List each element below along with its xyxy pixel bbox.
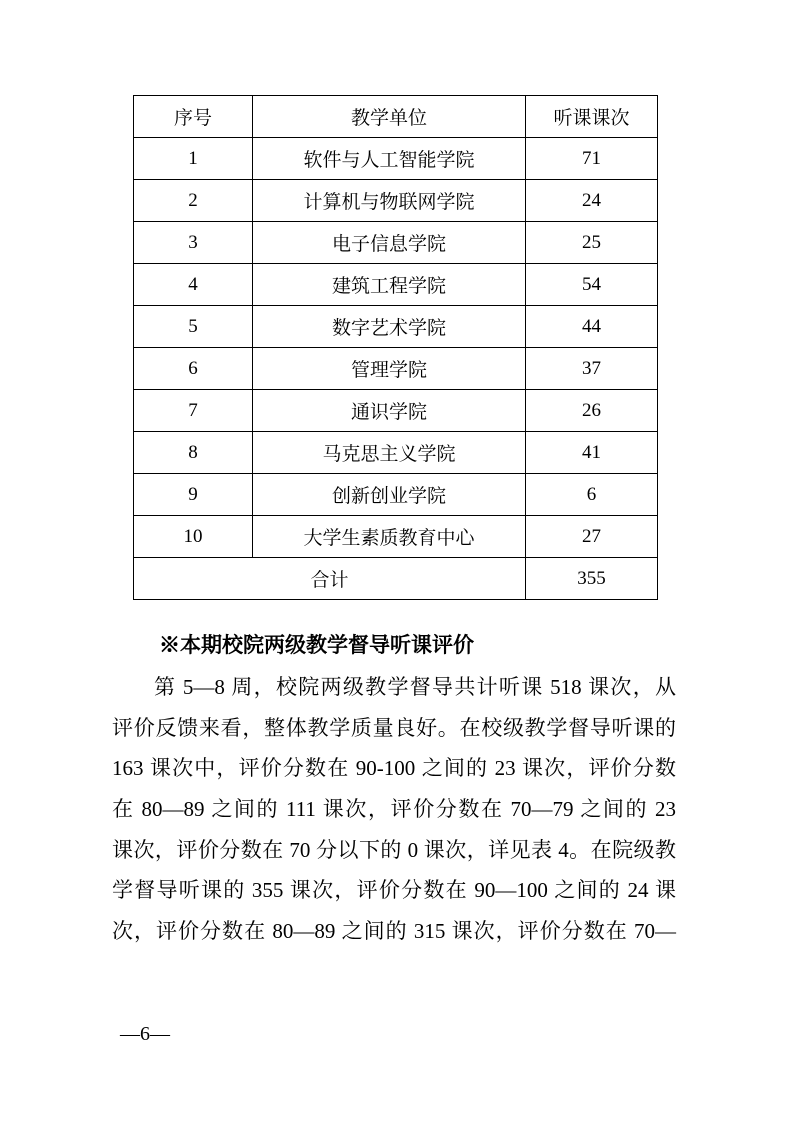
cell-count: 54	[526, 264, 658, 306]
paragraph-line: 163 课次中，评价分数在 90-100 之间的 23 课次，评价分数	[112, 756, 676, 781]
table-header-row	[134, 96, 658, 138]
cell-no: 9	[134, 474, 253, 516]
total-value-cell: 355	[526, 558, 658, 600]
cell-count: 71	[526, 138, 658, 180]
cell-unit: 马克思主义学院	[253, 432, 526, 474]
cell-count: 37	[526, 348, 658, 390]
cell-count: 24	[526, 180, 658, 222]
paragraph-line: 第 5—8 周，校院两级教学督导共计听课 518 课次，从	[154, 675, 676, 699]
cell-no: 3	[134, 222, 253, 264]
cell-count: 25	[526, 222, 658, 264]
cell-no: 6	[134, 348, 253, 390]
cell-no: 10	[134, 516, 253, 558]
cell-no: 2	[134, 180, 253, 222]
cell-unit: 大学生素质教育中心	[253, 516, 526, 558]
header-cell-unit: 教学单位	[253, 96, 526, 138]
cell-count: 44	[526, 306, 658, 348]
header-cell-count: 听课课次	[526, 96, 658, 138]
cell-count: 6	[526, 474, 658, 516]
cell-unit: 通识学院	[253, 390, 526, 432]
cell-no: 8	[134, 432, 253, 474]
table-row	[134, 348, 658, 390]
paragraph-line: 评价反馈来看，整体教学质量良好。在校级教学督导听课的	[112, 715, 676, 740]
body-paragraph	[112, 667, 676, 952]
paragraph-line: 课次，评价分数在 70 分以下的 0 课次，详见表 4。在院级教	[112, 837, 676, 862]
table-row	[134, 264, 658, 306]
listening-count-table	[133, 95, 658, 600]
table-total-row	[134, 558, 658, 600]
cell-count: 26	[526, 390, 658, 432]
total-label-cell: 合计	[134, 558, 526, 600]
cell-unit: 电子信息学院	[253, 222, 526, 264]
cell-unit: 数字艺术学院	[253, 306, 526, 348]
table-row	[134, 306, 658, 348]
table-row	[134, 390, 658, 432]
page-number: —6—	[120, 1023, 170, 1045]
cell-unit: 软件与人工智能学院	[253, 138, 526, 180]
table-row	[134, 138, 658, 180]
cell-unit: 创新创业学院	[253, 474, 526, 516]
paragraph-line: 在 80—89 之间的 111 课次，评价分数在 70—79 之间的 23	[112, 797, 676, 822]
section-heading: ※本期校院两级教学督导听课评价	[159, 633, 474, 657]
cell-count: 27	[526, 516, 658, 558]
table-row	[134, 432, 658, 474]
cell-unit: 管理学院	[253, 348, 526, 390]
table-row	[134, 222, 658, 264]
cell-no: 4	[134, 264, 253, 306]
table-row	[134, 474, 658, 516]
cell-count: 41	[526, 432, 658, 474]
cell-no: 5	[134, 306, 253, 348]
cell-no: 1	[134, 138, 253, 180]
cell-unit: 建筑工程学院	[253, 264, 526, 306]
cell-no: 7	[134, 390, 253, 432]
table-row	[134, 516, 658, 558]
paragraph-line: 次，评价分数在 80—89 之间的 315 课次，评价分数在 70—	[112, 919, 676, 944]
table-row	[134, 180, 658, 222]
header-cell-no: 序号	[134, 96, 253, 138]
cell-unit: 计算机与物联网学院	[253, 180, 526, 222]
paragraph-line: 学督导听课的 355 课次，评价分数在 90—100 之间的 24 课	[112, 878, 676, 903]
